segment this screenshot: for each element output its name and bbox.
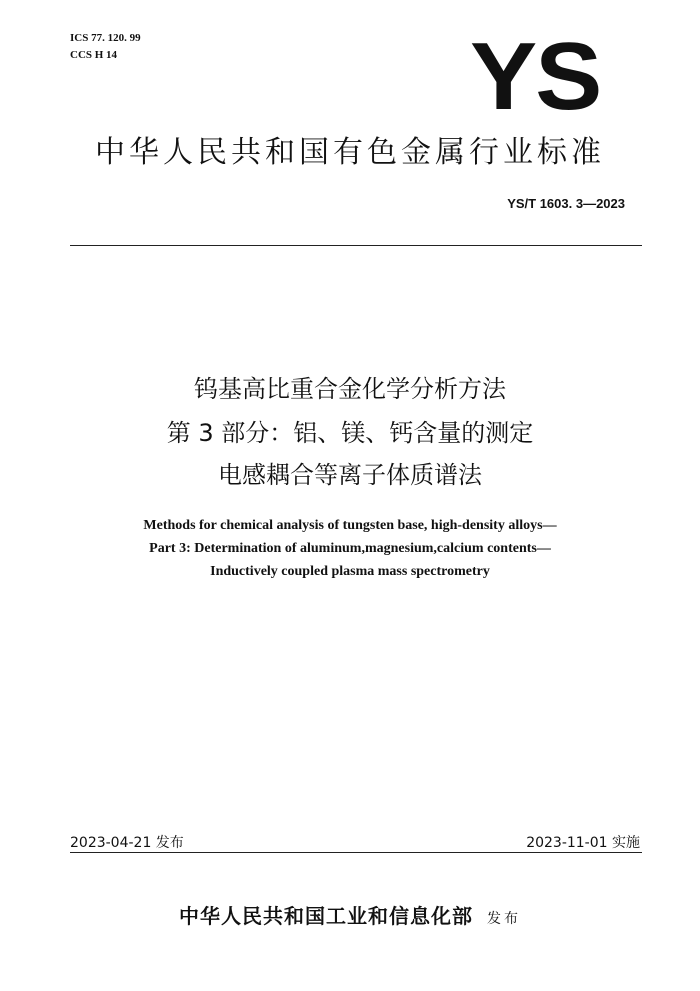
title-en-line-2: Part 3: Determination of aluminum,magnesium,calcium contents— (149, 541, 551, 556)
title-en-line-1: Methods for chemical analysis of tungsten base, high-density alloys— (143, 518, 557, 533)
classification-codes (70, 30, 141, 64)
ys-logo: YS (470, 23, 601, 130)
title-cn-line-1: 钨基高比重合金化学分析方法 (194, 375, 506, 403)
top-divider (70, 245, 642, 246)
issue-date: 2023-04-21 发布 (70, 835, 184, 851)
bottom-divider (70, 852, 642, 853)
title-cn-line-2: 第 3 部分：铝、镁、钙含量的测定 (166, 419, 534, 447)
title-en-line-3: Inductively coupled plasma mass spectrometry (210, 564, 490, 579)
standard-number: YS/T 1603. 3—2023 (507, 196, 625, 211)
publisher-action: 发布 (487, 911, 521, 927)
implementation-date: 2023-11-01 实施 (526, 835, 640, 851)
ics-code: ICS 77. 120. 99 (70, 32, 141, 44)
standard-category: 中华人民共和国有色金属行业标准 (95, 135, 605, 170)
ccs-code: CCS H 14 (70, 49, 118, 61)
title-cn-line-3: 电感耦合等离子体质谱法 (218, 461, 482, 489)
publisher-name: 中华人民共和国工业和信息化部 (179, 904, 473, 928)
publisher (0, 900, 700, 929)
